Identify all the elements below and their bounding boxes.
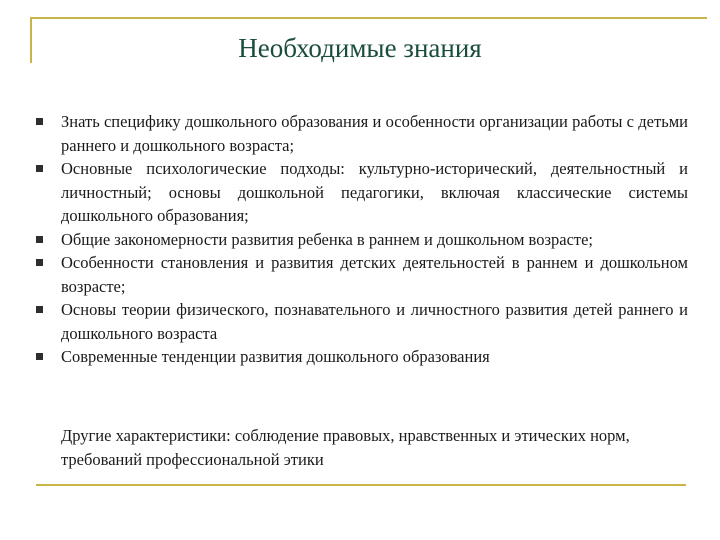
square-bullet-icon	[36, 236, 43, 243]
list-item-text: Основные психологические подходы: культурно-исторический, деятельностный и личностный; основы дошкольной педагогики, включая классические системы дошкольного образования;	[61, 159, 688, 225]
slide-title: Необходимые знания	[238, 33, 482, 63]
list-item-text: Особенности становления и развития детских деятельностей в раннем и дошкольном возрасте;	[61, 253, 688, 296]
frame-top-line	[30, 17, 707, 19]
square-bullet-icon	[36, 353, 43, 360]
list-item	[36, 228, 688, 252]
list-item-text: Знать специфику дошкольного образования и особенности организации работы с детьми раннего и дошкольного возраста;	[61, 112, 688, 155]
square-bullet-icon	[36, 165, 43, 172]
frame-bottom-line	[36, 484, 686, 486]
list-item-text: Основы теории физического, познавательного и личностного развития детей раннего и дошкольного возраста	[61, 300, 688, 343]
list-item	[36, 345, 688, 369]
square-bullet-icon	[36, 118, 43, 125]
list-item	[36, 251, 688, 298]
list-item	[36, 110, 688, 157]
list-item-text: Современные тенденции развития дошкольного образования	[61, 347, 490, 366]
other-characteristics-text: Другие характеристики: соблюдение правовых, нравственных и этических норм, требований профессиональной этики	[61, 426, 630, 469]
list-item	[36, 298, 688, 345]
list-item	[36, 157, 688, 228]
list-item-text: Общие закономерности развития ребенка в раннем и дошкольном возрасте;	[61, 229, 594, 249]
square-bullet-icon	[36, 306, 43, 313]
square-bullet-icon	[36, 259, 43, 266]
knowledge-list	[36, 110, 688, 369]
